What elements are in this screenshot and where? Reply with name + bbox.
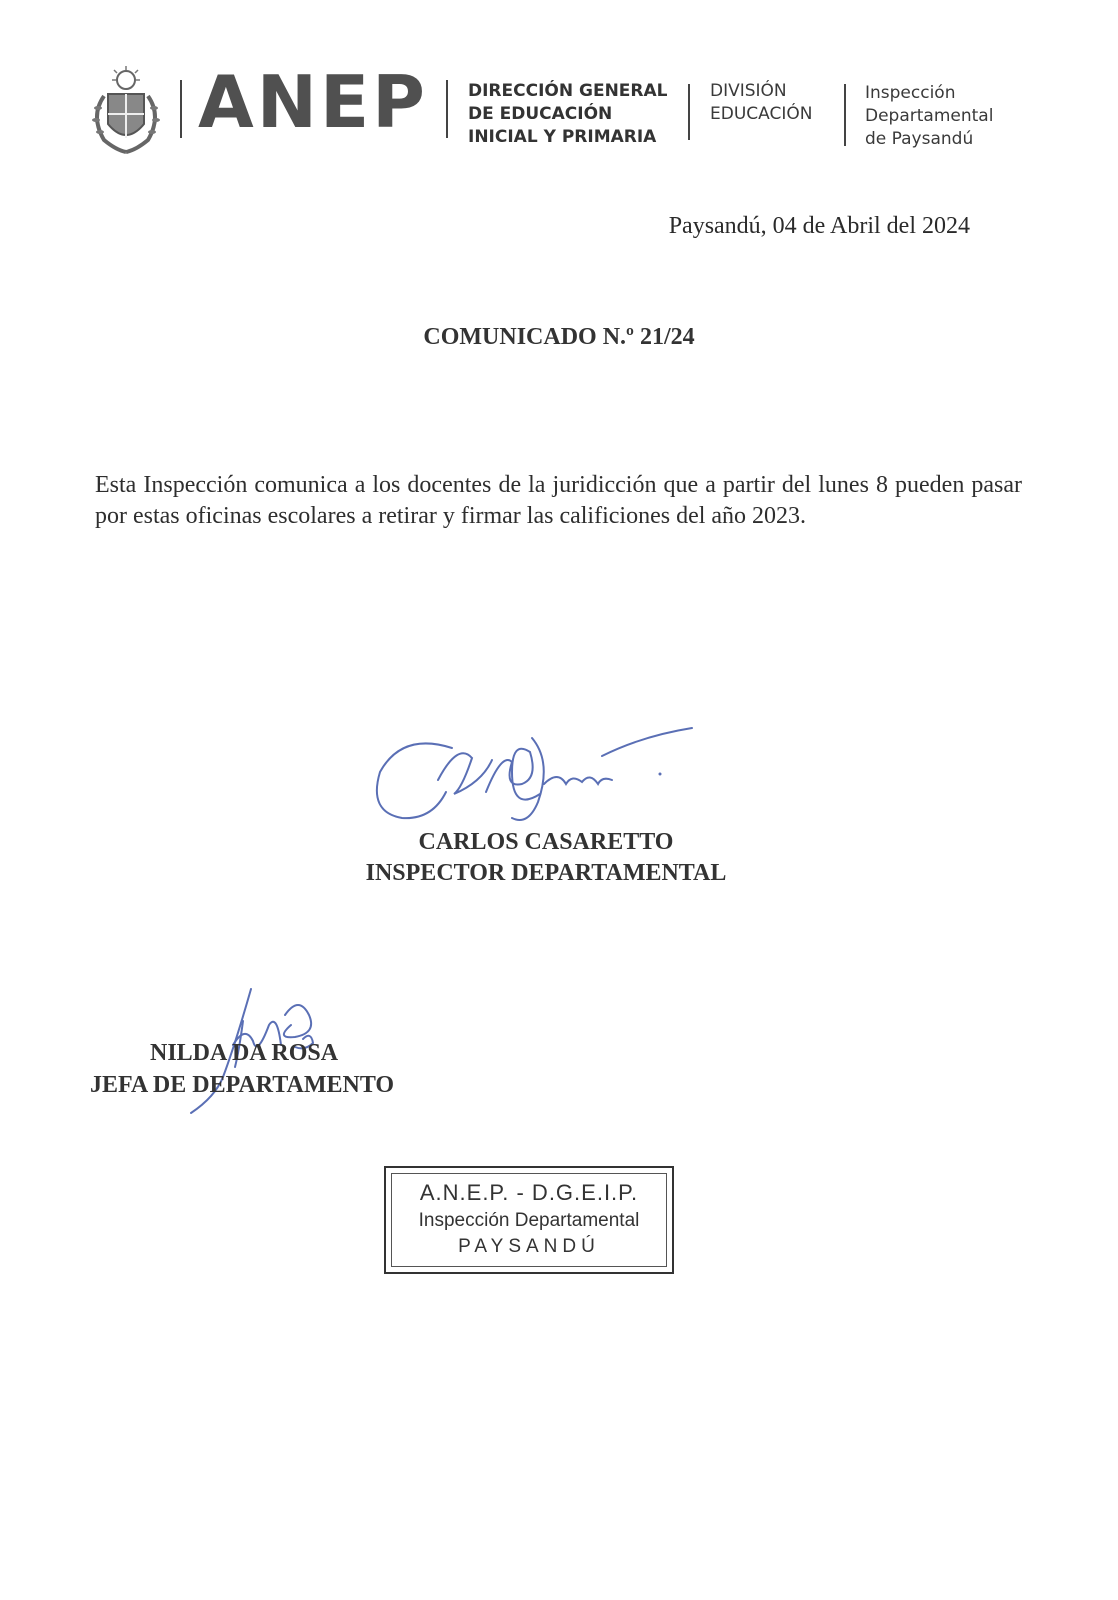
signer-title: INSPECTOR DEPARTAMENTAL [365, 860, 727, 886]
header-line: INICIAL Y PRIMARIA [468, 127, 657, 147]
header-line: DE EDUCACIÓN [468, 104, 613, 124]
signer-name: CARLOS CASARETTO [418, 829, 674, 855]
letterhead [0, 0, 1118, 170]
header-line: Inspección [865, 83, 956, 103]
header-line: EDUCACIÓN [710, 104, 813, 124]
document-title: COMUNICADO N.º 21/24 [423, 324, 695, 350]
header-line: de Paysandú [865, 129, 974, 149]
stamp-line: PAYSANDÚ [458, 1236, 600, 1257]
signer-title: JEFA DE DEPARTAMENTO [90, 1072, 395, 1098]
header-divider [688, 84, 690, 140]
stamp-line: A.N.E.P. - D.G.E.I.P. [419, 1180, 639, 1205]
body-paragraph: Esta Inspección comunica a los docentes de la juridicción que a partir del lunes 8 pueden pasar por estas oficinas escolares a retirar y firmar las calificiones del año 2023. [95, 472, 1022, 529]
official-stamp [384, 1166, 674, 1274]
header-line: DIRECCIÓN GENERAL [468, 81, 668, 101]
date-line: Paysandú, 04 de Abril del 2024 [668, 213, 970, 239]
header-divider [180, 80, 182, 138]
header-block-direccion [468, 80, 668, 149]
header-divider [844, 84, 846, 146]
stamp-line: Inspección Departamental [418, 1210, 640, 1231]
header-block-division [710, 80, 812, 126]
anep-logo: ANEP [198, 60, 428, 144]
signature-carlos-casaretto [362, 722, 702, 842]
coat-of-arms-icon [86, 66, 166, 154]
header-divider [446, 80, 448, 138]
signer-name: NILDA DA ROSA [150, 1040, 339, 1066]
header-line: DIVISIÓN [710, 81, 787, 101]
header-block-inspeccion [865, 82, 993, 151]
header-line: Departamental [865, 106, 994, 126]
